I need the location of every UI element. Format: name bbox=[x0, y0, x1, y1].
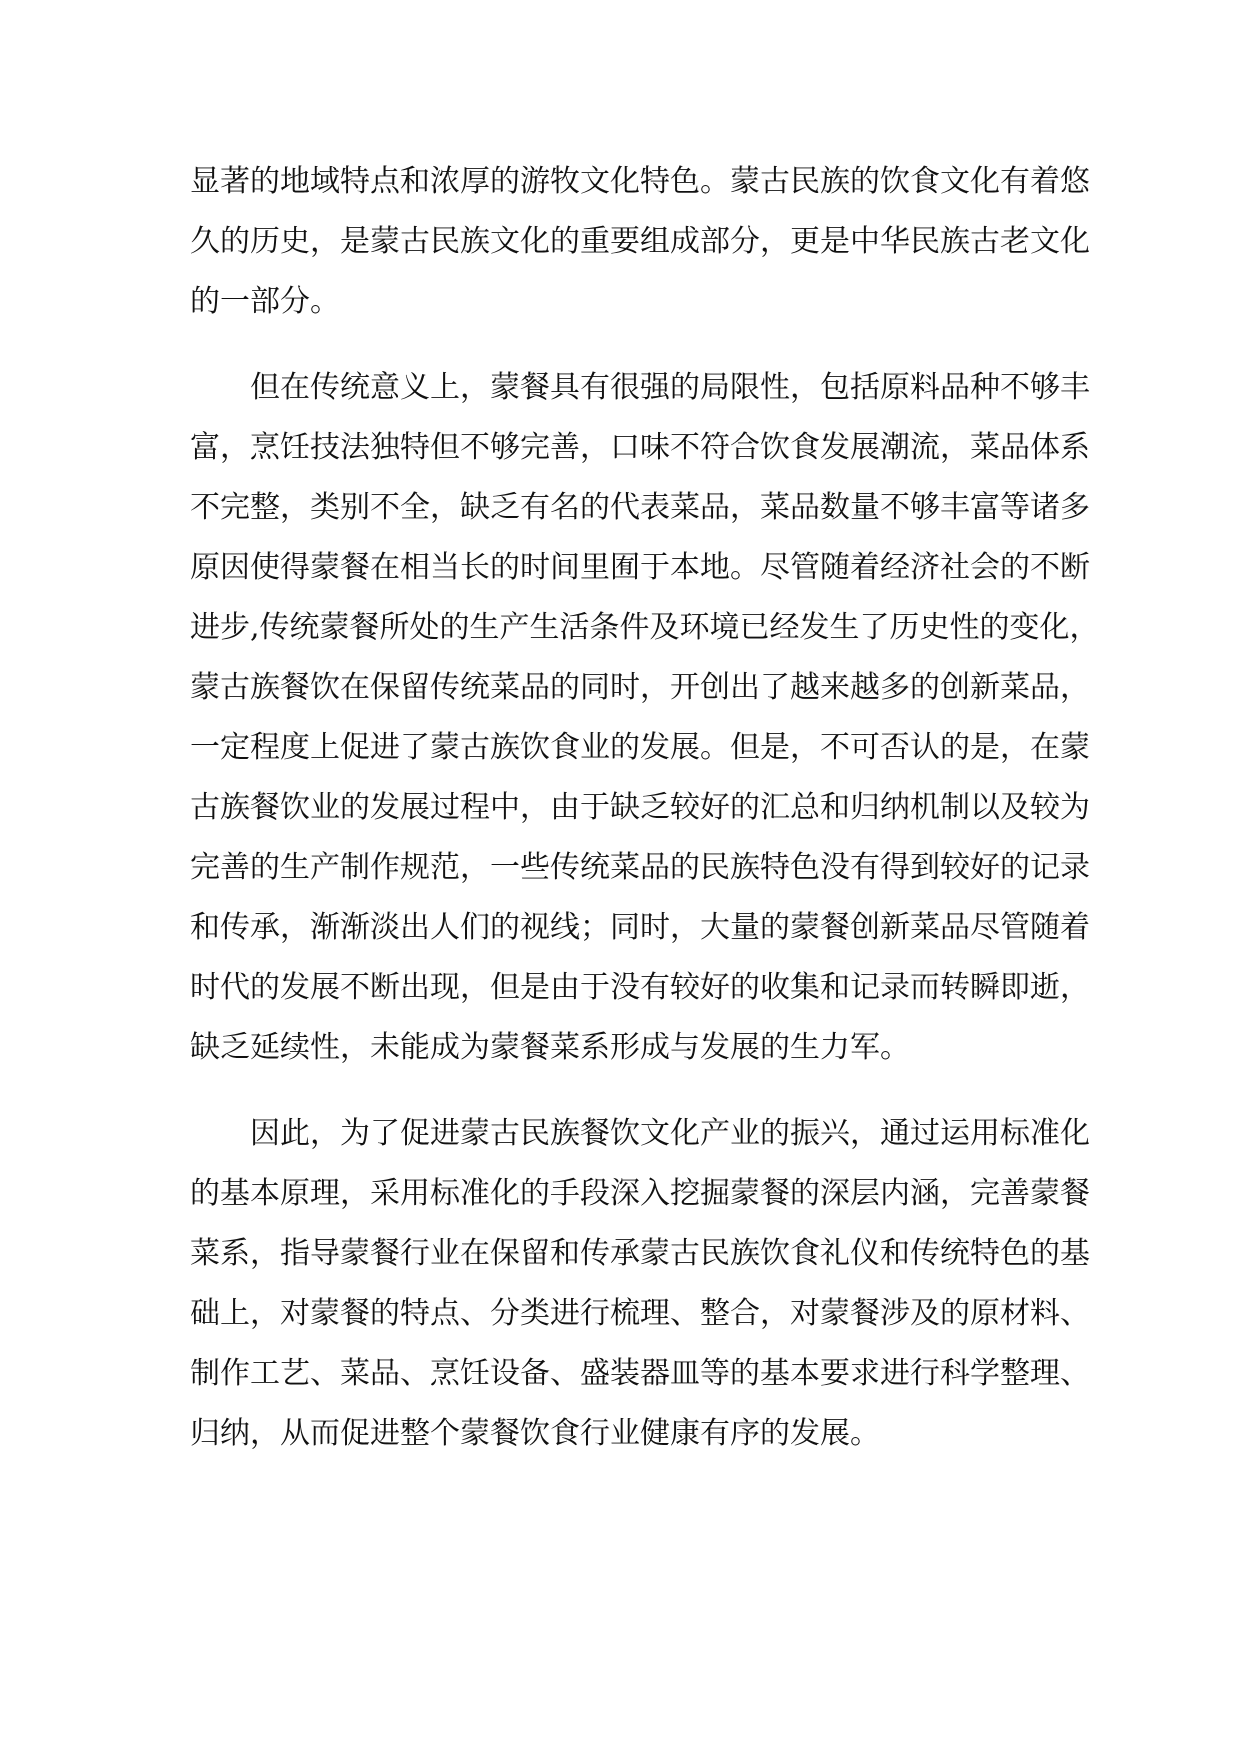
paragraph-line: 制作工艺、菜品、烹饪设备、盛装器皿等的基本要求进行科学整理、 bbox=[190, 1356, 1090, 1391]
paragraph-gap bbox=[190, 332, 1052, 358]
paragraph-line: 因此，为了促进蒙古民族餐饮文化产业的振兴，通过运用标准化 bbox=[250, 1116, 1090, 1151]
paragraph-line: 久的历史，是蒙古民族文化的重要组成部分，更是中华民族古老文化 bbox=[190, 224, 1090, 259]
paragraph-line: 但在传统意义上，蒙餐具有很强的局限性，包括原料品种不够丰 bbox=[250, 370, 1090, 405]
paragraph-line: 的基本原理，采用标准化的手段深入挖掘蒙餐的深层内涵，完善蒙餐 bbox=[190, 1176, 1090, 1211]
paragraph-line: 富，烹饪技法独特但不够完善，口味不符合饮食发展潮流，菜品体系 bbox=[190, 430, 1090, 465]
paragraph-line: 和传承，渐渐淡出人们的视线；同时，大量的蒙餐创新菜品尽管随着 bbox=[190, 910, 1090, 945]
paragraph-line: 时代的发展不断出现，但是由于没有较好的收集和记录而转瞬即逝， bbox=[190, 970, 1090, 1005]
document-body bbox=[190, 152, 1100, 1464]
paragraph-line: 不完整，类别不全，缺乏有名的代表菜品，菜品数量不够丰富等诸多 bbox=[190, 490, 1090, 525]
paragraph-1 bbox=[190, 152, 1090, 332]
paragraph-line: 础上，对蒙餐的特点、分类进行梳理、整合，对蒙餐涉及的原材料、 bbox=[190, 1296, 1090, 1331]
paragraph-line: 缺乏延续性，未能成为蒙餐菜系形成与发展的生力军。 bbox=[190, 1030, 910, 1065]
paragraph-line: 归纳，从而促进整个蒙餐饮食行业健康有序的发展。 bbox=[190, 1416, 880, 1451]
paragraph-line: 古族餐饮业的发展过程中，由于缺乏较好的汇总和归纳机制以及较为 bbox=[190, 790, 1090, 825]
paragraph-line: 菜系，指导蒙餐行业在保留和传承蒙古民族饮食礼仪和传统特色的基 bbox=[190, 1236, 1090, 1271]
paragraph-line: 一定程度上促进了蒙古族饮食业的发展。但是，不可否认的是，在蒙 bbox=[190, 730, 1090, 765]
paragraph-line: 显著的地域特点和浓厚的游牧文化特色。蒙古民族的饮食文化有着悠 bbox=[190, 164, 1090, 199]
paragraph-line: 原因使得蒙餐在相当长的时间里囿于本地。尽管随着经济社会的不断 bbox=[190, 550, 1090, 585]
paragraph-line: 完善的生产制作规范，一些传统菜品的民族特色没有得到较好的记录 bbox=[190, 850, 1090, 885]
paragraph-2 bbox=[190, 358, 1100, 1078]
paragraph-line: 的一部分。 bbox=[190, 284, 340, 319]
paragraph-3 bbox=[190, 1104, 1090, 1464]
paragraph-line: 蒙古族餐饮在保留传统菜品的同时，开创出了越来越多的创新菜品， bbox=[190, 670, 1090, 705]
paragraph-gap bbox=[190, 1078, 1052, 1104]
paragraph-line: 进步,传统蒙餐所处的生产生活条件及环境已经发生了历史性的变化， bbox=[190, 610, 1100, 645]
